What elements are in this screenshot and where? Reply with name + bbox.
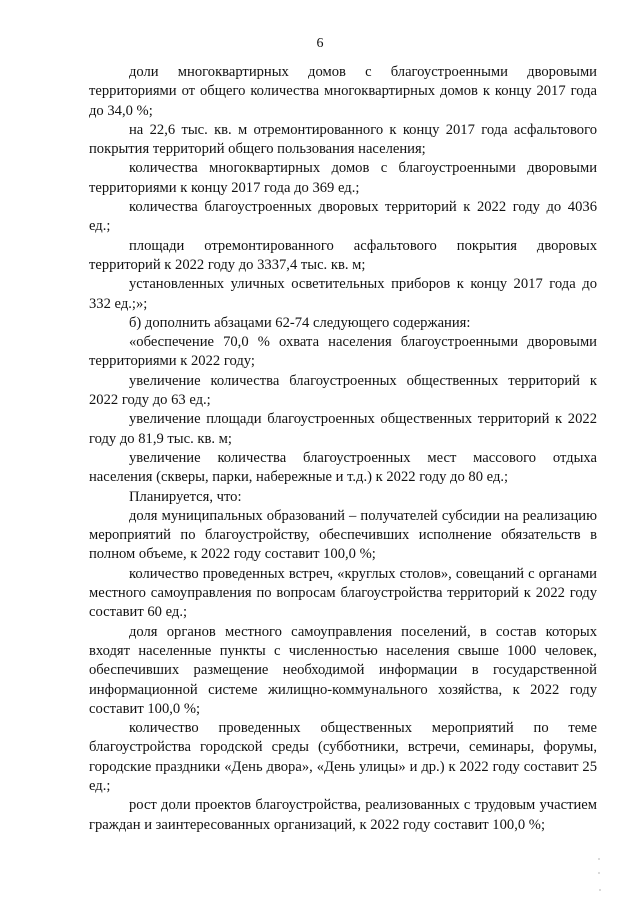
paragraph: увеличение площади благоустроенных общественных территорий к 2022 году до 81,9 тыс. кв. м;: [89, 411, 597, 447]
paragraph: установленных уличных осветительных приборов к концу 2017 года до 332 ед.;»;: [89, 276, 597, 312]
paragraph: доли многоквартирных домов с благоустроенными дворовыми территориями от общего количества многоквартирных домов к концу 2017 года до 34,0 %;: [89, 64, 597, 119]
paragraph: Планируется, что:: [129, 488, 242, 505]
document-body: [89, 63, 597, 835]
paragraph: б) дополнить абзацами 62-74 следующего содержания:: [129, 314, 471, 331]
paragraph: рост доли проектов благоустройства, реализованных с трудовым участием граждан и заинтересованных организаций, к 2022 году составит 100,0 %;: [89, 797, 597, 833]
paragraph: на 22,6 тыс. кв. м отремонтированного к концу 2017 года асфальтового покрытия территорий общего пользования населения;: [89, 121, 597, 158]
paragraph: увеличение количества благоустроенных общественных территорий к 2022 году до 63 ед.;: [89, 372, 597, 409]
paragraph: доля муниципальных образований – получателей субсидии на реализацию мероприятий по благоустройству, обеспечивших исполнение обязательств в полном объеме, к 2022 году составит 100,0 %;: [89, 507, 597, 563]
paragraph: «обеспечение 70,0 % охвата населения благоустроенными дворовыми территориями к 2022 году;: [89, 334, 597, 370]
scan-speck: [598, 858, 600, 860]
paragraph: площади отремонтированного асфальтового покрытия дворовых территорий к 2022 году до 3337,4 тыс. кв. м;: [89, 237, 597, 273]
paragraph: количества многоквартирных домов с благоустроенными дворовыми территориями к концу 2017 года до 369 ед.;: [89, 160, 597, 196]
paragraph: количество проведенных встреч, «круглых столов», совещаний с органами местного самоуправления по вопросам благоустройства территорий к 2022 году составит 60 ед.;: [89, 565, 597, 621]
scan-speck: [598, 872, 600, 874]
scan-speck: [599, 889, 601, 891]
paragraph: количество проведенных общественных мероприятий по теме благоустройства городской среды (субботники, встречи, семинары, форумы, городские праздники «День двора», «День улицы» и др.) к 2022 году составит 25 ед.;: [89, 720, 597, 794]
paragraph: доля органов местного самоуправления поселений, в состав которых входят населенные пункты с численностью населения свыше 1000 человек, обеспечивших размещение необходимой информации в государственной информационной системе жилищно-коммунального хозяйства, к 2022 году составит 100,0 %;: [89, 623, 597, 717]
page-number: 6: [316, 36, 324, 51]
paragraph: увеличение количества благоустроенных мест массового отдыха населения (скверы, парки, набережные и т.д.) к 2022 году до 80 ед.;: [89, 449, 597, 486]
paragraph: количества благоустроенных дворовых территорий к 2022 году до 4036 ед.;: [89, 199, 597, 235]
